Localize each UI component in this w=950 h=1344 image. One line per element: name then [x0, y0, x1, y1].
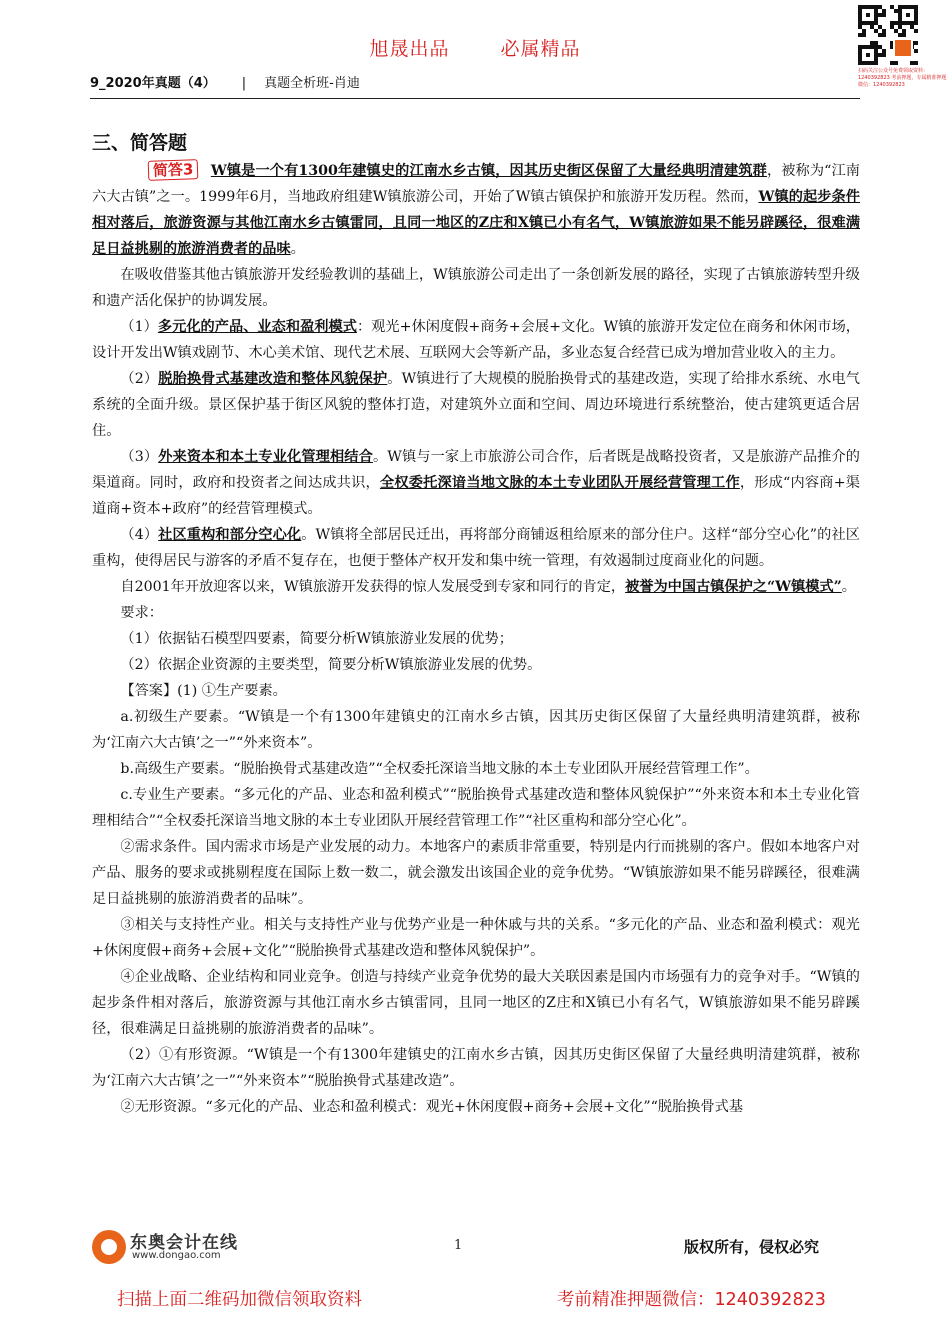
emphasis-text: 脱胎换骨式基建改造和整体风貌保护 — [158, 371, 388, 387]
body-text: ，形成“内容商+渠道商+资本+政府”的经营管理模式。 — [92, 475, 860, 517]
page-header — [90, 72, 360, 91]
body-text: 。 — [841, 579, 856, 595]
main-content — [92, 128, 860, 1120]
case-paragraph-6 — [92, 522, 860, 574]
bottom-left-notice: 扫描上面二维码加微信领取资料 — [117, 1290, 362, 1310]
body-text: （3） — [120, 449, 159, 465]
answer-heading: 【答案】(1) ①生产要素。 — [120, 683, 287, 699]
page-number: 1 — [454, 1238, 463, 1253]
bottom-right-notice: 考前精准押题微信：1240392823 — [557, 1290, 826, 1310]
dongao-logo — [92, 1226, 262, 1266]
qr-caption: 扫码关注公众号免费领取资料：1240392823 考前押题，专属精准押题微信：1240392823 — [858, 68, 947, 88]
emphasis-text: 多元化的产品、业态和盈利模式 — [157, 319, 357, 335]
answer-intangible-resources: ②无形资源。“多元化的产品、业态和盈利模式：观光+休闲度假+商务+会展+文化”“脱胎换骨式基 — [120, 1099, 744, 1115]
answer-related-industries: ③相关与支持性产业。相关与支持性产业与优势产业是一种休戚与共的关系。“多元化的产品、业态和盈利模式：观光+休闲度假+商务+会展+文化”“脱胎换骨式基建改造和整体风貌保护”。 — [92, 917, 860, 959]
answer-strategy-competition: ④企业战略、企业结构和同业竞争。创造与持续产业竞争优势的最大关联因素是国内市场强有力的竞争对手。“W镇的起步条件相对落后，旅游资源与其他江南水乡古镇雷同，且同一地区的Z庄和X镇已小有名气，W镇旅游如果不能另辟蹊径，很难满足日益挑剔的旅游消费者的品味”。 — [92, 969, 860, 1037]
doc-title: 9_2020年真题（4） — [90, 76, 216, 91]
body-text: ，被称为“江南六大古镇”之一。1999年6月，当地政府组建W镇旅游公司，开始了W镇古镇保护和旅游开发历程。然而， — [92, 163, 860, 205]
case-paragraph-5 — [92, 444, 860, 522]
requirement-1: （1）依据钻石模型四要素，简要分析W镇旅游业发展的优势； — [120, 631, 513, 647]
course-name: 真题全析班-肖迪 — [264, 76, 360, 91]
case-badge: 简答3 — [148, 159, 199, 181]
copyright-notice: 版权所有，侵权必究 — [684, 1238, 820, 1256]
case-paragraph-1 — [92, 158, 860, 262]
answer-tangible-resources: （2）①有形资源。“W镇是一个有1300年建镇史的江南水乡古镇，因其历史街区保留了大量经典明清建筑群，被称为‘江南六大古镇’之一”“外来资本”“脱胎换骨式基建改造”。 — [92, 1047, 860, 1089]
qr-module — [914, 61, 918, 65]
answer-item-b: b.高级生产要素。“脱胎换骨式基建改造”“全权委托深谙当地文脉的本土专业团队开展经营管理工作”。 — [120, 761, 759, 777]
emphasis-text: W镇的起步条件相对落后，旅游资源与其他江南水乡古镇雷同，且同一地区的Z庄和X镇已小有名气，W镇旅游如果不能另辟蹊径，很难满足日益挑剔的旅游消费者的品味 — [92, 189, 861, 257]
header-separator: | — [241, 76, 247, 91]
logo-url: www.dongao.com — [132, 1250, 221, 1261]
logo-name: 东奥会计在线 — [130, 1233, 238, 1253]
emphasis-text: 被誉为中国古镇保护之“W镇模式” — [625, 579, 842, 595]
body-text: （4） — [120, 527, 159, 543]
header-divider — [90, 98, 860, 99]
body-text: （2） — [120, 371, 159, 387]
case-paragraph-3 — [92, 314, 860, 366]
body-text: 。W镇与一家上市旅游公司合作，后者既是战略投资者，又是旅游产品推介的渠道商。同时，政府和投资者之间达成共识， — [92, 449, 860, 491]
emphasis-text: 全权委托深谙当地文脉的本土专业团队开展经营管理工作 — [379, 475, 740, 491]
case-paragraph-4 — [92, 366, 860, 444]
emphasis-text: 社区重构和部分空心化 — [158, 527, 302, 543]
body-text: 。 — [290, 241, 305, 257]
logo-mark-icon — [92, 1230, 126, 1264]
answer-item-c: c.专业生产要素。“多元化的产品、业态和盈利模式”“脱胎换骨式基建改造和整体风貌保护”“外来资本和本土专业化管理相结合”“全权委托深谙当地文脉的本土专业团队开展经营管理工作”“社区重构和部分空心化”。 — [92, 787, 860, 829]
emphasis-text: W镇是一个有1300年建镇史的江南水乡古镇，因其历史街区保留了大量经典明清建筑群 — [210, 163, 767, 179]
qr-logo-badge-icon — [893, 38, 913, 58]
top-brand-banner — [0, 34, 950, 61]
body-text: 在吸收借鉴其他古镇旅游开发经验教训的基础上，W镇旅游公司走出了一条创新发展的路径，实现了古镇旅游转型升级和遗产活化保护的协调发展。 — [92, 267, 860, 309]
requirement-2: （2）依据企业资源的主要类型，简要分析W镇旅游业发展的优势。 — [120, 657, 542, 673]
body-text: 自2001年开放迎客以来，W镇旅游开发获得的惊人发展受到专家和同行的肯定， — [120, 579, 626, 595]
case-paragraph-2 — [92, 262, 860, 314]
body-text: ：观光+休闲度假+商务+会展+文化。W镇的旅游开发定位在商务和休闲市场，设计开发出W镇戏剧节、木心美术馆、现代艺术展、互联网大会等新产品，多业态复合经营已成为增加营业收入的主力。 — [92, 319, 860, 361]
case-paragraph-7 — [92, 574, 860, 600]
section-title: 三、简答题 — [92, 132, 188, 154]
brand-right-text: 必属精品 — [500, 38, 581, 60]
answer-demand-conditions: ②需求条件。国内需求市场是产业发展的动力。本地客户的素质非常重要，特别是内行而挑剔的客户。假如本地客户对产品、服务的要求或挑剔程度在国际上数一数二，就会激发出该国企业的竞争优势。“W镇旅游如果不能另辟蹊径，很难满足日益挑剔的旅游消费者的品味”。 — [92, 839, 860, 907]
brand-left-text: 旭晟出品 — [369, 38, 450, 60]
answer-item-a: a.初级生产要素。“W镇是一个有1300年建镇史的江南水乡古镇，因其历史街区保留了大量经典明清建筑群，被称为‘江南六大古镇’之一”“外来资本”。 — [92, 709, 860, 751]
requirements-label: 要求： — [120, 605, 163, 621]
body-text: （1） — [120, 319, 158, 335]
emphasis-text: 外来资本和本土专业化管理相结合 — [158, 449, 373, 465]
body-text: 。W镇进行了大规模的脱胎换骨式的基建改造，实现了给排水系统、水电气系统的全面升级。景区保护基于街区风貌的整体打造，对建筑外立面和空间、周边环境进行系统整治，使古建筑更适合居住。 — [92, 371, 860, 439]
body-text: 。W镇将全部居民迁出，再将部分商铺返租给原来的部分住户。这样“部分空心化”的社区重构，使得居民与游客的矛盾不复存在，也便于整体产权开发和集中统一管理，有效遏制过度商业化的问题。 — [92, 527, 860, 569]
